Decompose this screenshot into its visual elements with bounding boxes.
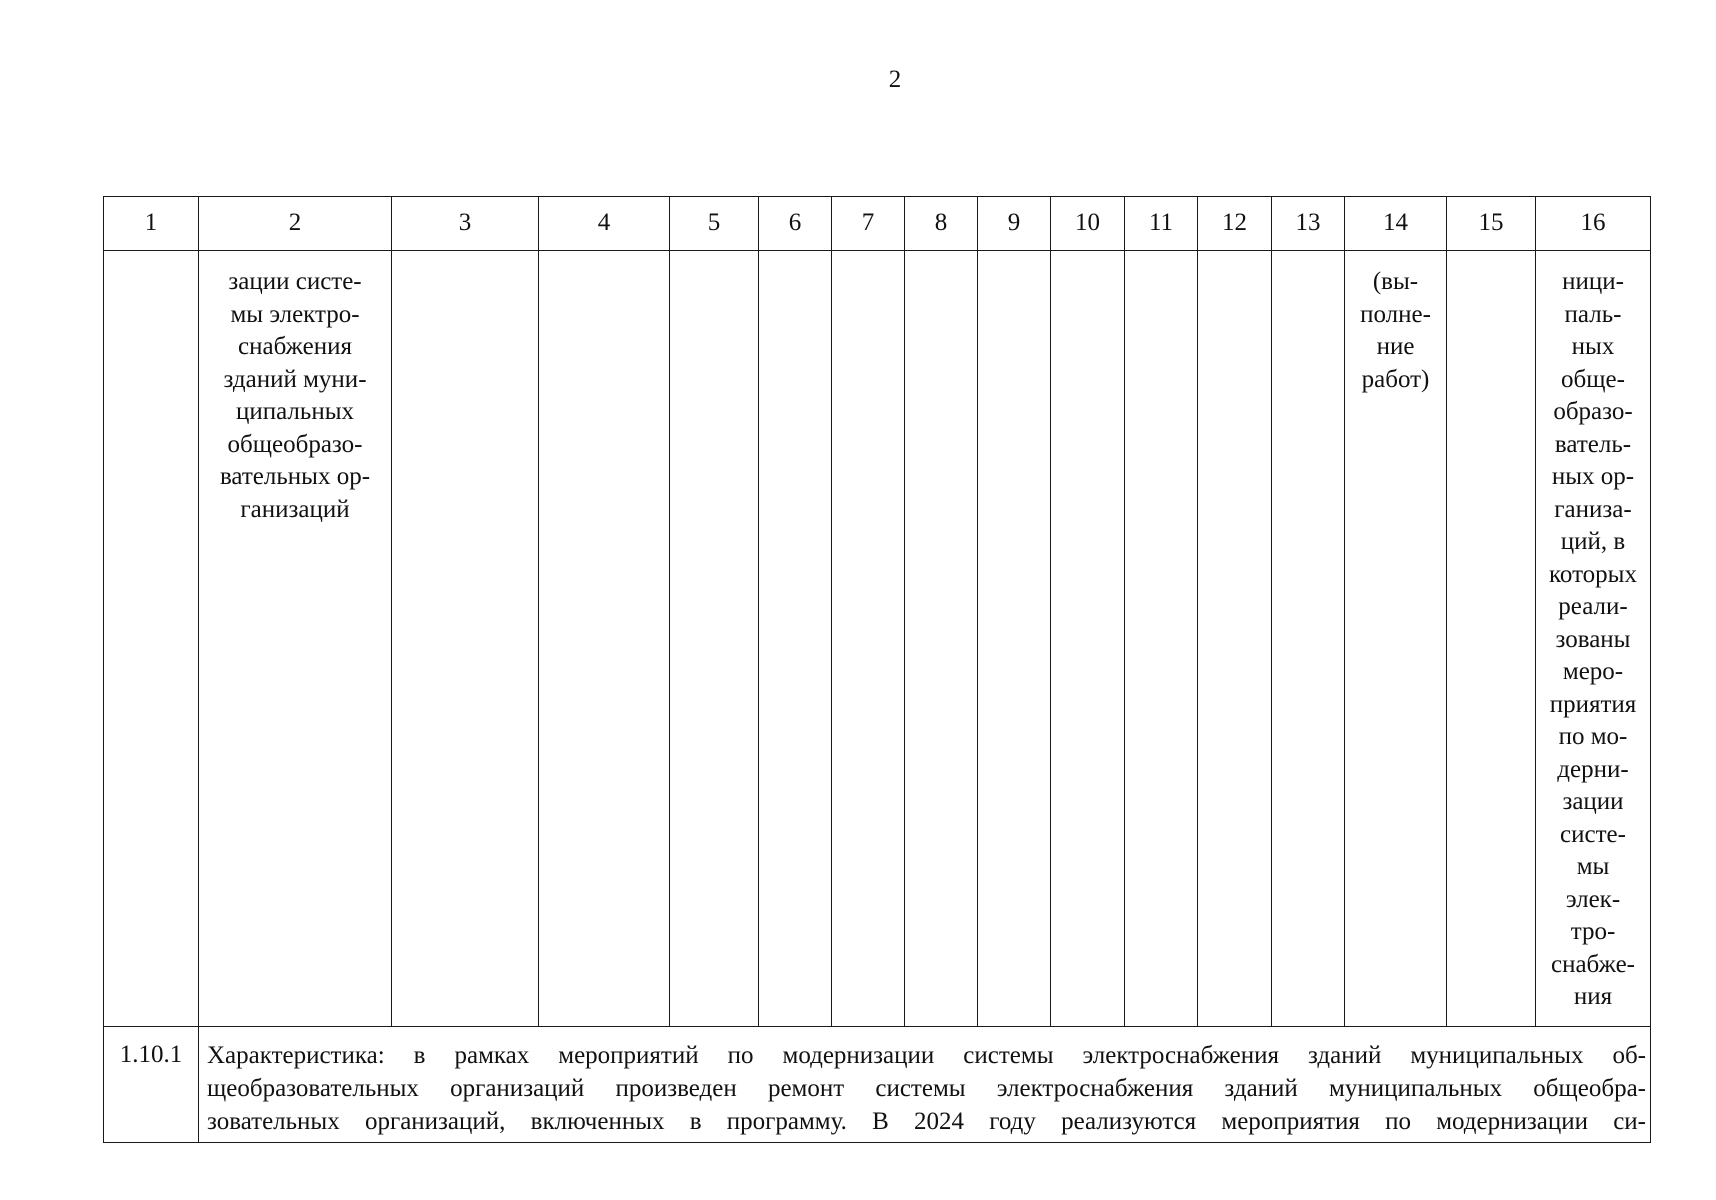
column-number-2: 2 <box>199 197 392 251</box>
column-number-9: 9 <box>978 197 1051 251</box>
table-cell <box>104 251 199 1027</box>
column-number-16: 16 <box>1536 197 1651 251</box>
column-number-7: 7 <box>832 197 905 251</box>
indicator-text: ници- паль- ных обще- образо- ватель- ных ор- ганиза- ций, в которых реали- зованы меро- приятия по мо- дерни- зации систе- мы элек- тро- снабже- ния <box>1549 268 1637 1010</box>
column-number-row <box>104 197 1651 251</box>
table-cell <box>104 1027 199 1143</box>
table-cell <box>1345 251 1447 1027</box>
program-table <box>103 196 1651 1143</box>
column-number-6: 6 <box>759 197 832 251</box>
column-number-8: 8 <box>905 197 978 251</box>
table-cell <box>978 251 1051 1027</box>
table-cell <box>1051 251 1125 1027</box>
characteristic-line: Характеристика: в рамках мероприятий по модернизации системы электроснабжения зданий муниципальных об- <box>207 1042 1646 1069</box>
table-cell <box>1447 251 1536 1027</box>
event-name-continuation: зации систе- мы электро- снабжения зданий муни- ципальных общеобразо- вательных ор- ганизаций <box>219 268 371 523</box>
table-cell <box>1198 251 1272 1027</box>
table-cell <box>759 251 832 1027</box>
column-number-12: 12 <box>1198 197 1272 251</box>
column-number-15: 15 <box>1447 197 1536 251</box>
column-number-4: 4 <box>539 197 670 251</box>
page-number: 2 <box>888 66 902 93</box>
table-cell <box>905 251 978 1027</box>
column-number-14: 14 <box>1345 197 1447 251</box>
characteristic-line: щеобразовательных организаций произведен ремонт системы электроснабжения зданий муниципальных общеобра- <box>207 1075 1646 1102</box>
table-cell <box>1272 251 1345 1027</box>
column-number-11: 11 <box>1125 197 1198 251</box>
characteristic-line: зовательных организаций, включенных в программу. В 2024 году реализуются мероприятия по модернизации си- <box>207 1108 1646 1135</box>
characteristic-row <box>104 1027 1651 1143</box>
row-number: 1.10.1 <box>119 1041 183 1068</box>
table-cell <box>832 251 905 1027</box>
column-number-1: 1 <box>104 197 199 251</box>
table-cell <box>392 251 539 1027</box>
table-row <box>104 251 1651 1027</box>
column-number-13: 13 <box>1272 197 1345 251</box>
table-cell <box>670 251 759 1027</box>
table-cell <box>539 251 670 1027</box>
table-cell <box>199 251 392 1027</box>
column-number-3: 3 <box>392 197 539 251</box>
column-number-5: 5 <box>670 197 759 251</box>
characteristic-text <box>199 1027 1650 1138</box>
column-number-10: 10 <box>1051 197 1125 251</box>
characteristic-cell <box>199 1027 1651 1143</box>
table-cell <box>1536 251 1651 1027</box>
work-type-text: (вы- полне- ние работ) <box>1360 268 1431 393</box>
table-cell <box>1125 251 1198 1027</box>
